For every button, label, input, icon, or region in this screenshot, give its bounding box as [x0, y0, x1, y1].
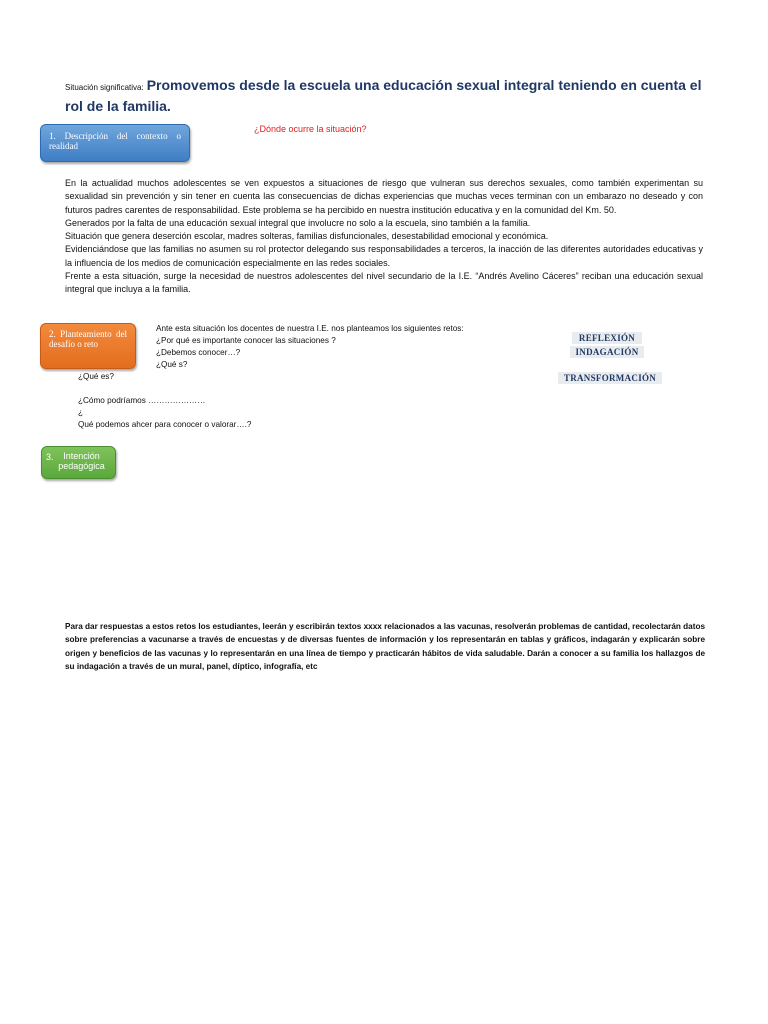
section-pedagogic-box [41, 446, 116, 479]
challenge-questions [156, 323, 536, 371]
context-line: Frente a esta situación, surge la necesidad de nuestros adolescentes del nivel secundario de la I.E. “Andrés Avelino Cáceres” reciban una educación sexual integral que incluya a la familia. [65, 271, 703, 295]
section-context-label: 1. Descripción del contexto o realidad [49, 131, 181, 151]
section-context-box [40, 124, 190, 162]
title-text: Promovemos desde la escuela una educación sexual integral teniendo en cuenta el rol de la familia. [65, 77, 702, 114]
section-challenge-box [40, 323, 136, 369]
page-title [65, 76, 715, 116]
section-challenge-label: 2. Planteamiento del desafío o reto [49, 329, 127, 349]
challenge-question: ¿Por qué es importante conocer las situaciones ? [156, 336, 336, 345]
context-line: Evidenciándose que las familias no asumen su rol protector delegando sus responsabilidades a terceros, la inacción de las diferentes autoridades educativas y la influencia de los medios de comunicación especialmente en las redes sociales. [65, 244, 703, 268]
section-pedagogic-number: 3. [46, 452, 54, 462]
spacer [78, 383, 378, 395]
extra-question: Qué podemos ahcer para conocer o valorar….? [78, 420, 252, 429]
extra-questions [78, 371, 378, 431]
tag-reflexion: REFLEXIÓN [572, 332, 642, 344]
tag-transformacion: TRANSFORMACIÓN [558, 372, 662, 384]
context-line: En la actualidad muchos adolescentes se ven expuestos a situaciones de riesgo que vulneran sus derechos sexuales, como también experimentan su sexualidad sin prevención y sin tener en cuenta las consecuencias de dichas experiencias que muchas veces terminan con un embarazo no deseado y con futuros padres carentes de responsabilidad. Este problema se ha percibido en nuestra institución educativa y en la comunidad del Km. 50. [65, 178, 703, 215]
challenge-question: ¿Qué s? [156, 360, 188, 369]
closing-paragraph: Para dar respuestas a estos retos los estudiantes, leerán y escribirán textos xxxx relacionados a las vacunas, resolverán problemas de cantidad, recolectarán datos sobre preferencias a vacunarse a través de encuestas y de diversas fuentes de información y los representarán en tablas y gráficos, indagarán y explicarán sobre origen y beneficios de las vacunas y lo representarán en una línea de tiempo y practicarán hábitos de vida saludable. Darán a conocer a su familia los hallazgos de su indagación a través de un mural, panel, díptico, infografía, etc [65, 622, 705, 672]
extra-question: ¿Qué es? [78, 372, 114, 381]
context-line: Situación que genera deserción escolar, madres solteras, familias disfuncionales, desestabilidad emocional y económica. [65, 231, 549, 242]
section-pedagogic-label: Intención pedagógica [58, 451, 105, 471]
question-where: ¿Dónde ocurre la situación? [254, 124, 367, 134]
extra-question: ¿ [78, 408, 84, 417]
title-prefix: Situación significativa: [65, 83, 144, 92]
context-line: Generados por la falta de una educación sexual integral que involucre no solo a la escuela, sino también a la familia. [65, 217, 531, 228]
context-paragraph [65, 177, 703, 297]
challenge-intro: Ante esta situación los docentes de nuestra I.E. nos planteamos los siguientes retos: [156, 324, 464, 333]
challenge-question: ¿Debemos conocer…? [156, 348, 241, 357]
extra-question: ¿Cómo podríamos ………………… [78, 396, 206, 405]
tag-indagacion: INDAGACIÓN [570, 346, 644, 358]
